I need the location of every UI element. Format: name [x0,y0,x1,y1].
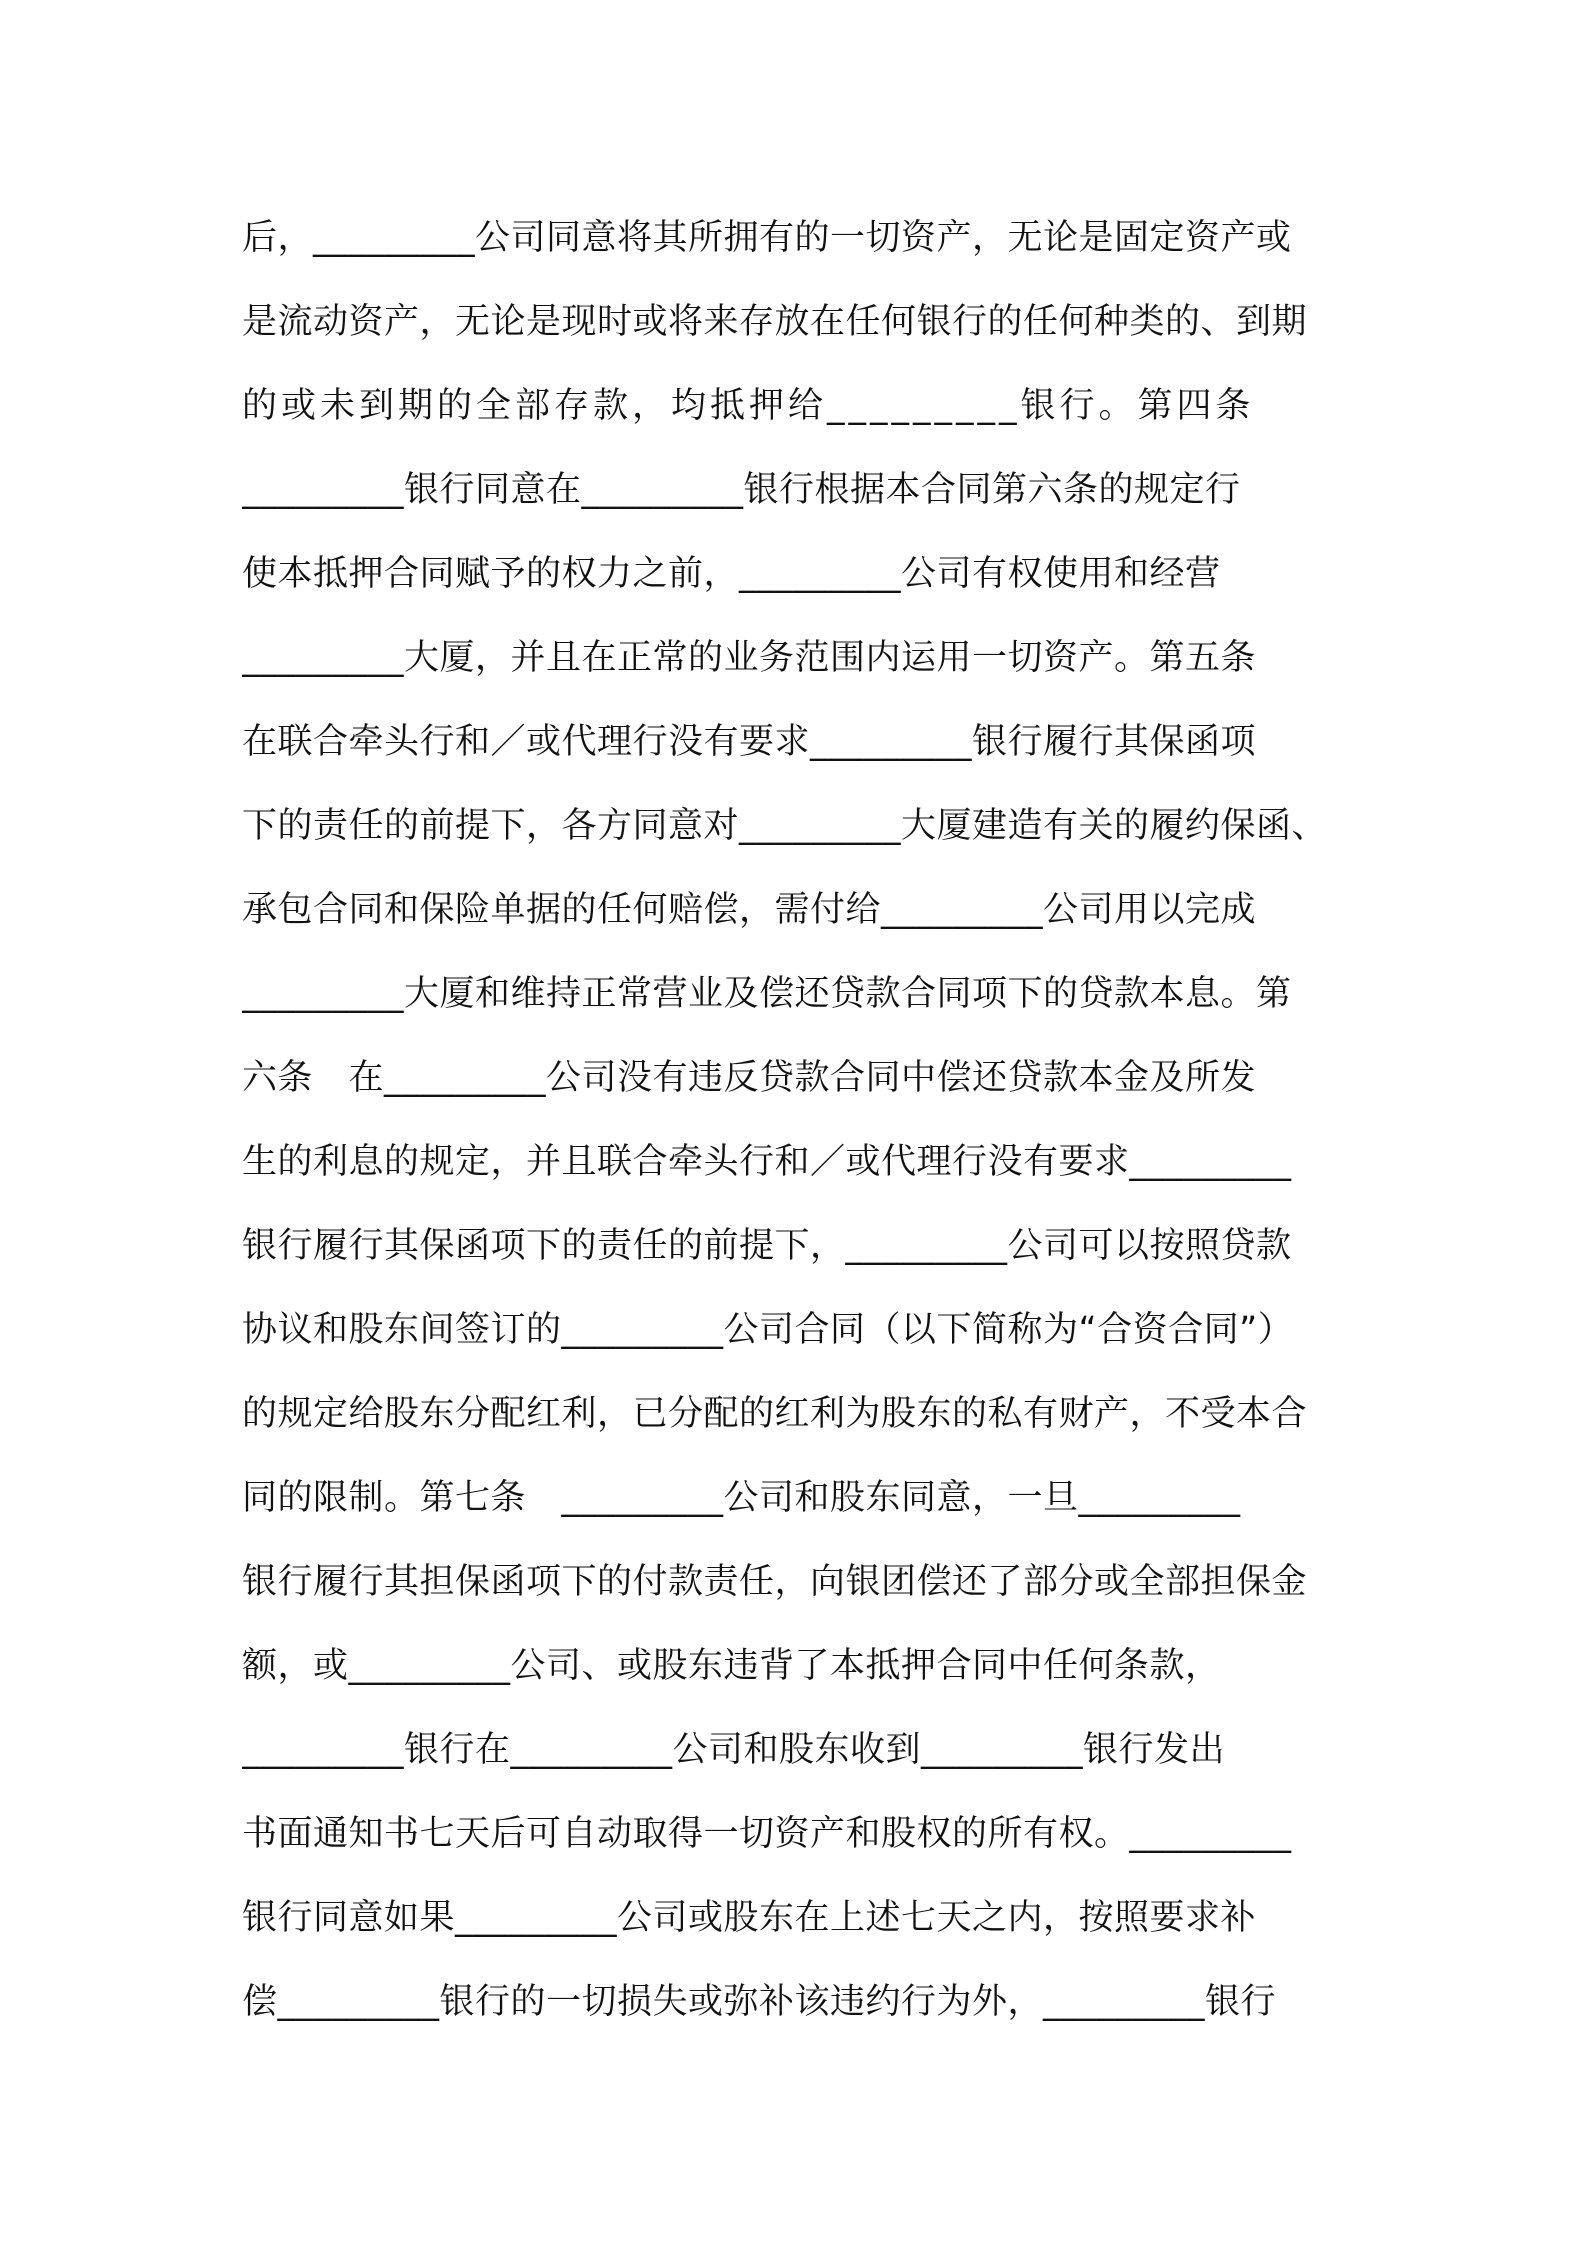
text-line: 同的限制。第七条 _________公司和股东同意，一旦_________ [242,1478,1241,1518]
text-line: 协议和股东间签订的_________公司合同（以下简称为“合资合同”） [242,1310,1294,1350]
text-line: 是流动资产，无论是现时或将来存放在任何银行的任何种类的、到期 [242,302,1308,342]
text-line: 的规定给股东分配红利，已分配的红利为股东的私有财产，不受本合 [242,1394,1308,1434]
text-line: _________银行在_________公司和股东收到_________银行发出 [242,1730,1226,1770]
text-line: 银行同意如果_________公司或股东在上述七天之内，按照要求补 [242,1898,1257,1938]
text-line: 的或未到期的全部存款，均抵押给_________银行。第四条 [242,386,1255,426]
text-line: 使本抵押合同赋予的权力之前，_________公司有权使用和经营 [242,554,1221,594]
text-line: 后，_________公司同意将其所拥有的一切资产，无论是固定资产或 [242,218,1292,258]
text-line: 偿_________银行的一切损失或弥补该违约行为外，_________银行 [242,1982,1277,2022]
text-line: 银行履行其保函项下的责任的前提下，_________公司可以按照贷款 [242,1226,1292,1266]
text-line: 六条 在_________公司没有违反贷款合同中偿还贷款本金及所发 [242,1058,1257,1098]
text-line: _________银行同意在_________银行根据本合同第六条的规定行 [242,470,1241,510]
text-line: 书面通知书七天后可自动取得一切资产和股权的所有权。_________ [242,1814,1292,1854]
text-line: 承包合同和保险单据的任何赔偿，需付给_________公司用以完成 [242,890,1257,930]
text-line: 生的利息的规定，并且联合牵头行和／或代理行没有要求_________ [242,1142,1292,1182]
text-line: 银行履行其担保函项下的付款责任，向银团偿还了部分或全部担保金 [242,1562,1308,1602]
text-line: _________大厦和维持正常营业及偿还贷款合同项下的贷款本息。第 [242,974,1292,1014]
contract-text-body [242,196,1362,2044]
text-line: 下的责任的前提下，各方同意对_________大厦建造有关的履约保函、 [242,806,1328,846]
text-line: 额，或_________公司、或股东违背了本抵押合同中任何条款， [242,1646,1221,1686]
text-line: _________大厦，并且在正常的业务范围内运用一切资产。第五条 [242,638,1257,678]
text-line: 在联合牵头行和／或代理行没有要求_________银行履行其保函项 [242,722,1257,762]
